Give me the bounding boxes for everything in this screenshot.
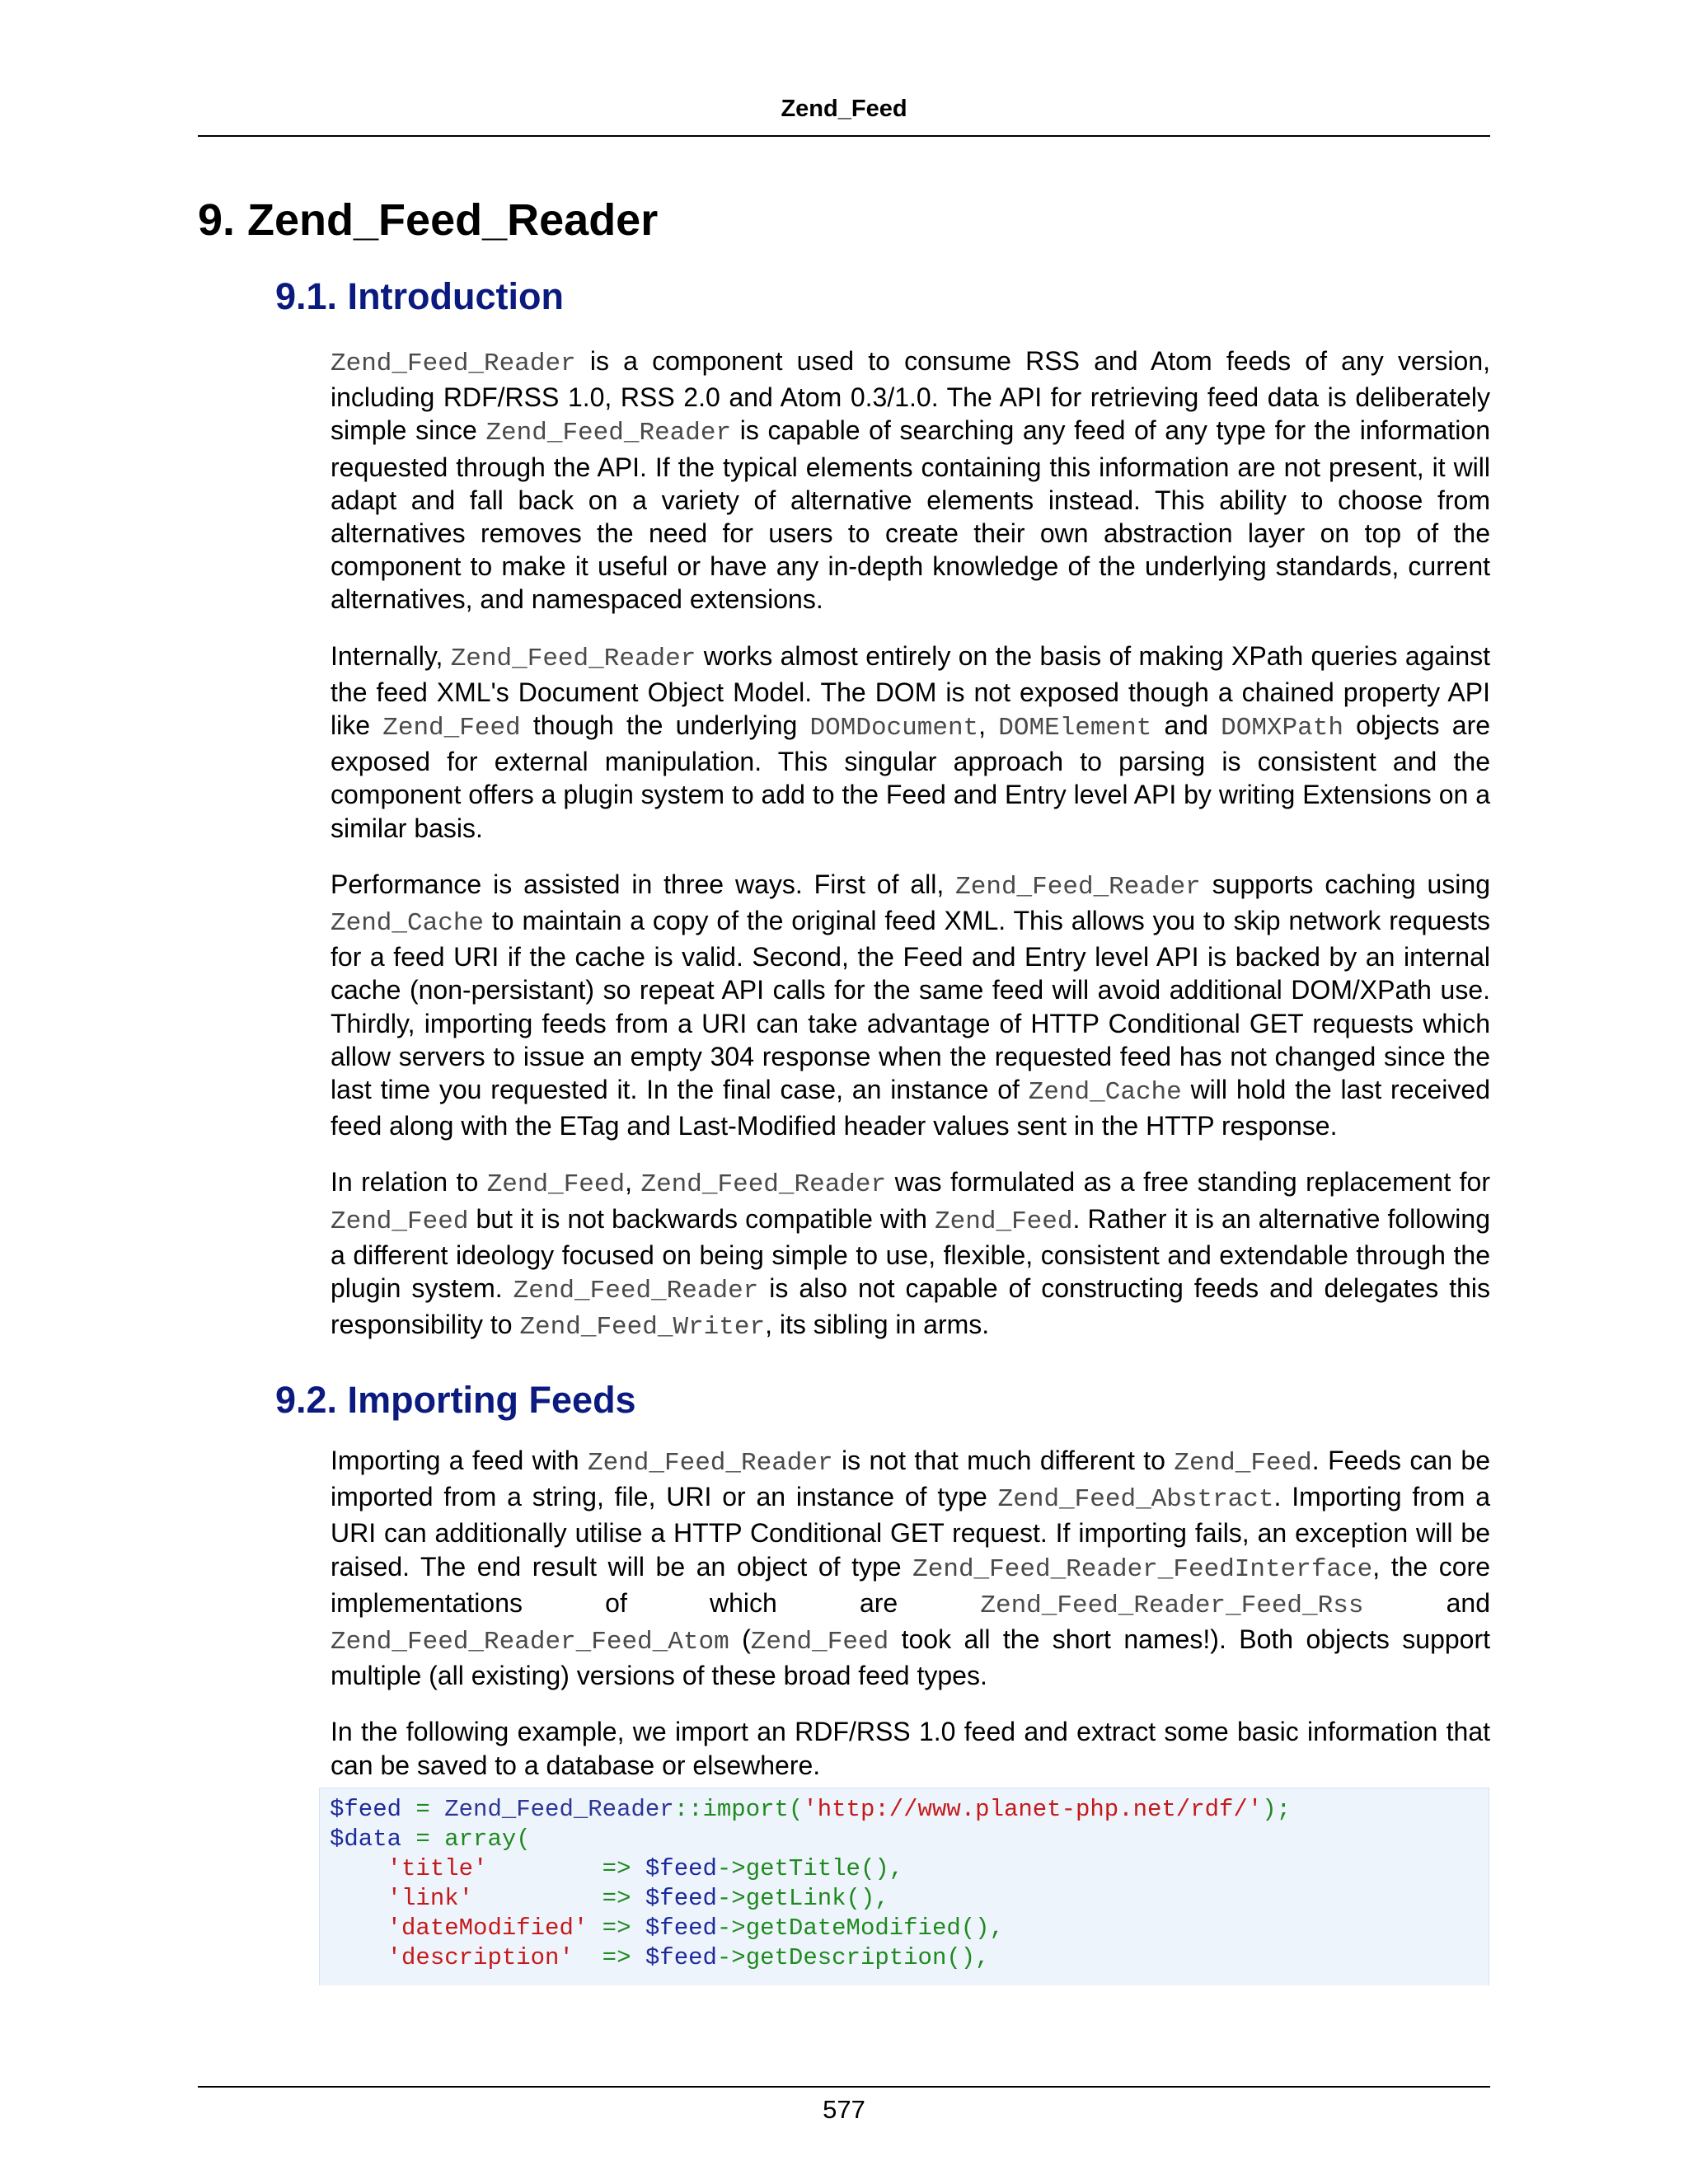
code-token: $feed xyxy=(645,1944,717,1971)
importing-feeds-body xyxy=(331,1444,1490,1805)
paragraph-text: is a component used to consume RSS and Atom feeds of any version, including RDF/RSS 1.0, RSS 2.0 and Atom 0.3/1.0. The API for retrieving feed data is deliberately simple since xyxy=(331,346,1490,446)
paragraph-text: . Feeds can be imported from a string, file, URI or an instance of type xyxy=(331,1446,1491,1512)
code-line xyxy=(330,1884,889,1914)
inline-code: Zend_Feed_Reader xyxy=(450,644,696,673)
inline-code: Zend_Feed_Writer xyxy=(519,1313,766,1343)
paragraph-text: Performance is assisted in three ways. First of all, xyxy=(331,869,956,899)
code-token: ); xyxy=(1262,1796,1292,1823)
code-token xyxy=(330,1944,387,1971)
paragraph xyxy=(331,1165,1490,1344)
inline-code: Zend_Feed_Abstract xyxy=(997,1485,1274,1515)
paragraph-text: and xyxy=(1363,1587,1490,1618)
code-token: (), xyxy=(860,1855,904,1882)
code-line xyxy=(330,1825,531,1854)
inline-code: Zend_Cache xyxy=(331,909,485,939)
inline-code: Zend_Feed_Reader xyxy=(513,1277,759,1306)
code-token: -> xyxy=(716,1944,746,1971)
code-token: => xyxy=(473,1885,645,1912)
paragraph-text: Internally, xyxy=(331,640,451,671)
inline-code: Zend_Feed_Reader xyxy=(955,872,1201,902)
code-token: 'http://www.planet-php.net/rdf/' xyxy=(803,1796,1263,1823)
inline-code: Zend_Feed xyxy=(486,1170,626,1200)
chapter-title: 9. Zend_Feed_Reader xyxy=(198,195,659,245)
code-line xyxy=(330,1795,1291,1825)
code-token: => xyxy=(487,1855,645,1882)
inline-code: Zend_Feed xyxy=(331,1207,469,1236)
inline-code: Zend_Feed_Reader_Feed_Rss xyxy=(980,1591,1364,1620)
paragraph-text: , xyxy=(625,1167,641,1197)
code-token: -> xyxy=(716,1915,746,1942)
section-title-introduction: 9.1. Introduction xyxy=(275,275,565,317)
code-token: 'dateModified' xyxy=(387,1915,588,1942)
inline-code: DOMXPath xyxy=(1221,714,1343,743)
paragraph-text: is also not capable of constructing feeds and delegates this responsibility to xyxy=(331,1273,1491,1340)
section-title-importing-feeds: 9.2. Importing Feeds xyxy=(275,1379,636,1421)
paragraph-text: works almost entirely on the basis of making XPath queries against the feed XML's Document Object Model. The DOM is not exposed though a chained property API like xyxy=(331,640,1491,741)
paragraph-text: and xyxy=(1151,710,1221,741)
inline-code: Zend_Feed xyxy=(750,1628,889,1657)
inline-code: Zend_Feed_Reader_FeedInterface xyxy=(912,1554,1373,1584)
inline-code: Zend_Feed_Reader xyxy=(331,349,576,378)
paragraph xyxy=(331,868,1490,1143)
paragraph-text: , its sibling in arms. xyxy=(765,1310,990,1340)
paragraph xyxy=(331,640,1490,845)
code-token: (), xyxy=(946,1944,990,1971)
code-token: -> xyxy=(716,1885,746,1912)
code-token: 'description' xyxy=(387,1944,574,1971)
code-token xyxy=(330,1855,387,1882)
code-token: 'title' xyxy=(387,1855,488,1882)
paragraph-text: , the core implementations of which are xyxy=(331,1551,1490,1618)
code-token: $feed xyxy=(330,1796,402,1823)
paragraph-text: . Importing from a URI can additionally utilise a HTTP Conditional GET request. If importing fails, an exception will be raised. The end result will be an object of type xyxy=(331,1482,1491,1582)
paragraph xyxy=(331,344,1490,616)
inline-code: DOMElement xyxy=(998,714,1152,743)
code-line xyxy=(330,1914,1004,1943)
paragraph-text: ( xyxy=(729,1624,751,1655)
code-token: import xyxy=(702,1796,789,1823)
code-token: getDateModified xyxy=(745,1915,961,1942)
header-rule xyxy=(198,135,1490,137)
paragraph-text: to maintain a copy of the original feed XML. This allows you to skip network requests for a feed URI if the cache is valid. Second, the Feed and Entry level API is backed by an internal cache (non-persistant) so repeat API calls for the same feed will avoid additional DOM/XPath use. Thirdly, importing feeds from a URI can take advantage of HTTP Conditional GET requests which allow servers to issue an empty 304 response when the requested feed has not changed since the last time you requested it. In the final case, an instance of xyxy=(331,906,1490,1105)
code-token: = xyxy=(401,1796,445,1823)
inline-code: Zend_Feed_Reader xyxy=(587,1449,833,1478)
inline-code: Zend_Feed_Reader_Feed_Atom xyxy=(331,1628,729,1657)
paragraph-text: In the following example, we import an RDF/RSS 1.0 feed and extract some basic information that can be saved to a database or elsewhere. xyxy=(331,1717,1490,1780)
code-token: array xyxy=(444,1825,517,1853)
code-token: $feed xyxy=(645,1915,717,1942)
footer-rule xyxy=(198,2086,1490,2088)
paragraph-text: objects are exposed for external manipulation. This singular approach to parsing is consistent and the component offers a plugin system to add to the Feed and Entry level API by writing Extensions on a similar basis. xyxy=(331,710,1491,843)
paragraph xyxy=(331,1715,1490,1781)
code-token: Zend_Feed_Reader xyxy=(444,1796,674,1823)
code-token: => xyxy=(588,1915,645,1942)
paragraph-text: supports caching using xyxy=(1200,869,1490,899)
paragraph-text: but it is not backwards compatible with xyxy=(468,1203,935,1234)
code-token: ( xyxy=(516,1825,531,1853)
code-token xyxy=(330,1915,387,1942)
paragraph-text: was formulated as a free standing replacement for xyxy=(886,1167,1490,1197)
code-token: getDescription xyxy=(745,1944,947,1971)
inline-code: DOMDocument xyxy=(809,714,979,743)
code-token: = xyxy=(401,1825,445,1853)
code-example xyxy=(319,1788,1489,1985)
code-token: => xyxy=(573,1944,645,1971)
inline-code: Zend_Feed xyxy=(935,1207,1073,1236)
page-number: 577 xyxy=(823,2095,865,2124)
paragraph-text: . Rather it is an alternative following a different ideology focused on being simple to use, flexible, consistent and extendable through the plugin system. xyxy=(331,1203,1490,1304)
code-token: -> xyxy=(716,1855,746,1882)
paragraph-text: though the underlying xyxy=(520,710,810,741)
code-line xyxy=(330,1943,990,1973)
code-token: ( xyxy=(788,1796,804,1823)
paragraph-text: will hold the last received feed along with the ETag and Last-Modified header values sent in the HTTP response. xyxy=(331,1075,1491,1141)
paragraph-text: Importing a feed with xyxy=(331,1446,588,1475)
paragraph-text: is capable of searching any feed of any type for the information requested through the API. If the typical elements containing this information are not present, it will adapt and fall back on a variety of alternative elements instead. This ability to choose from alternatives removes the need for users to create their own abstraction layer on top of the component to make it useful or have any in-depth knowledge of the underlying standards, current alternatives, and namespaced extensions. xyxy=(331,415,1491,615)
inline-code: Zend_Feed xyxy=(382,714,521,743)
code-token: $feed xyxy=(645,1885,717,1912)
running-header: Zend_Feed xyxy=(781,96,907,122)
code-token: (), xyxy=(960,1915,1004,1942)
paragraph-text: In relation to xyxy=(331,1167,487,1197)
code-token xyxy=(330,1885,387,1912)
code-token: 'link' xyxy=(387,1885,474,1912)
code-line xyxy=(330,1854,903,1884)
inline-code: Zend_Feed_Reader xyxy=(640,1170,887,1200)
code-token: $feed xyxy=(645,1855,717,1882)
code-token: $data xyxy=(330,1825,402,1853)
paragraph-text: , xyxy=(978,710,999,741)
paragraph-text: is not that much different to xyxy=(832,1446,1175,1475)
code-token: getTitle xyxy=(745,1855,860,1882)
code-token: :: xyxy=(673,1796,703,1823)
code-token: getLink xyxy=(745,1885,846,1912)
inline-code: Zend_Feed xyxy=(1174,1449,1312,1478)
inline-code: Zend_Feed_Reader xyxy=(485,419,732,448)
code-token: (), xyxy=(846,1885,889,1912)
inline-code: Zend_Cache xyxy=(1028,1078,1182,1108)
paragraph xyxy=(331,1444,1490,1692)
introduction-body xyxy=(331,344,1490,1367)
paragraph-text: took all the short names!). Both objects support multiple (all existing) versions of these broad feed types. xyxy=(331,1624,1490,1691)
